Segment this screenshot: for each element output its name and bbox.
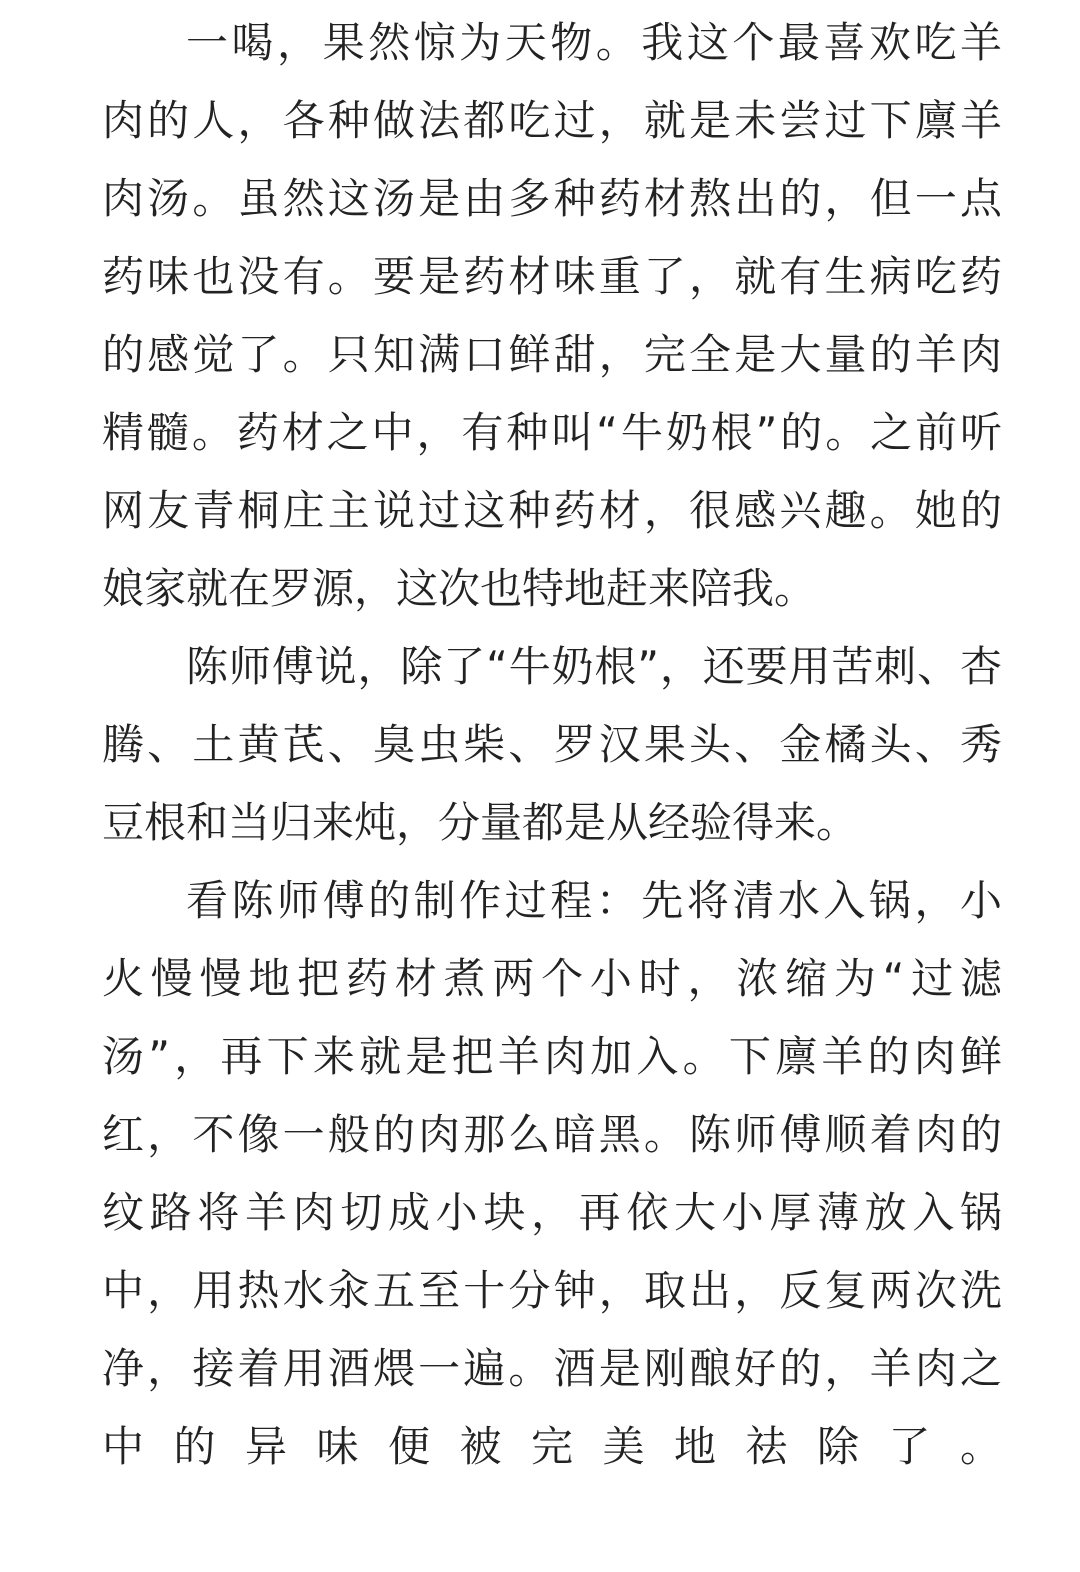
paragraph [102,636,1002,870]
text-line: 的感觉了。只知满口鲜甜，完全是大量的羊肉 [102,330,1002,379]
text-line: 肉的人，各种做法都吃过，就是未尝过下廪羊 [102,96,1002,145]
text-line: 汤”，再下来就是把羊肉加入。下廪羊的肉鲜 [102,1032,1002,1081]
paragraph [102,870,1002,1572]
text-line: 净，接着用酒煨一遍。酒是刚酿好的，羊肉之 [102,1344,1002,1393]
text-line: 腾、土黄芪、臭虫柴、罗汉果头、金橘头、秀 [102,720,1002,769]
text-line: 药味也没有。要是药材味重了，就有生病吃药 [102,252,1002,301]
paragraph [102,12,1002,636]
text-line: 看陈师傅的制作过程：先将清水入锅，小 [186,876,1002,925]
text-line [102,1494,1002,1572]
text-line: 红，不像一般的肉那么暗黑。陈师傅顺着肉的 [102,1110,1002,1159]
article-body [102,12,1002,1572]
text-line: 一喝，果然惊为天物。我这个最喜欢吃羊 [186,18,1002,67]
text-line: 陈师傅说，除了“牛奶根”，还要用苦刺、杏 [186,642,1002,691]
text-line: 肉汤。虽然这汤是由多种药材熬出的，但一点 [102,174,1002,223]
text-line: 中，用热水汆五至十分钟，取出，反复两次洗 [102,1266,1002,1315]
text-line: 精髓。药材之中，有种叫“牛奶根”的。之前听 [102,408,1002,457]
text-line: 娘家就在罗源，这次也特地赶来陪我。 [102,564,817,613]
text-line: 纹路将羊肉切成小块，再依大小厚薄放入锅 [102,1188,1002,1237]
text-line: 火慢慢地把药材煮两个小时，浓缩为“过滤 [102,954,1002,1003]
text-line: 豆根和当归来炖，分量都是从经验得来。 [102,798,859,847]
text-line: 中的异味便被完美地祛除了。 [102,1422,1002,1471]
text-line: 网友青桐庄主说过这种药材，很感兴趣。她的 [102,486,1002,535]
